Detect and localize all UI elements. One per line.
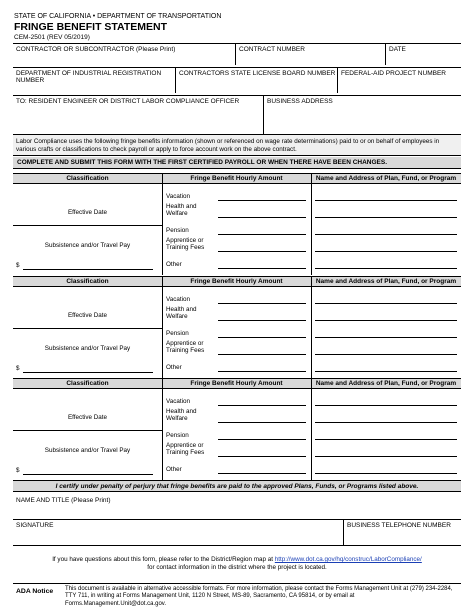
vacation-label: Vacation bbox=[166, 296, 191, 303]
other-label: Other bbox=[166, 466, 182, 473]
registration-row bbox=[13, 67, 461, 93]
vacation-label: Vacation bbox=[166, 398, 191, 405]
health-amount-line[interactable] bbox=[218, 217, 306, 218]
plan-name-header: Name and Address of Plan, Fund, or Program bbox=[311, 174, 461, 184]
address-row bbox=[13, 95, 461, 134]
column-divider bbox=[311, 174, 312, 275]
classification-block-3 bbox=[13, 378, 461, 479]
to-engineer-field[interactable] bbox=[13, 96, 263, 134]
health-label: Health and Welfare bbox=[166, 203, 197, 218]
name-title-field[interactable] bbox=[13, 497, 461, 519]
plan-line[interactable] bbox=[315, 303, 457, 304]
classification-block-2 bbox=[13, 276, 461, 377]
plan-line[interactable] bbox=[315, 200, 457, 201]
business-phone-label: BUSINESS TELEPHONE NUMBER bbox=[347, 522, 451, 529]
row-divider bbox=[13, 430, 162, 431]
license-label: CONTRACTORS STATE LICENSE BOARD NUMBER bbox=[179, 70, 336, 77]
contract-number-field[interactable] bbox=[235, 44, 385, 65]
health-label: Health and Welfare bbox=[166, 408, 197, 423]
column-divider bbox=[162, 277, 163, 378]
dir-registration-label: DEPARTMENT OF INDUSTRIAL REGISTRATION NUMBER bbox=[16, 70, 162, 85]
subsistence-label: Subsistence and/or Travel Pay bbox=[44, 447, 131, 454]
plan-line[interactable] bbox=[315, 337, 457, 338]
health-amount-line[interactable] bbox=[218, 320, 306, 321]
labor-compliance-notice: Labor Compliance uses the following fringe benefits information (shown or referenced on wage rate determinations) paid to or on behalf of employees in various crafts or classifications to check payroll or apply to force account work on the above contract. bbox=[13, 134, 461, 156]
license-field[interactable] bbox=[175, 68, 337, 93]
health-label: Health and Welfare bbox=[166, 306, 197, 321]
fringe-amount-header: Fringe Benefit Hourly Amount bbox=[162, 277, 311, 287]
form-title: FRINGE BENEFIT STATEMENT bbox=[14, 21, 168, 33]
name-title-label: NAME AND TITLE (Please Print) bbox=[16, 497, 111, 504]
business-phone-field[interactable] bbox=[343, 520, 451, 546]
dir-registration-field[interactable] bbox=[13, 68, 175, 93]
subsistence-dollar: $ bbox=[16, 262, 20, 269]
row-divider bbox=[13, 328, 162, 329]
column-divider bbox=[162, 174, 163, 275]
certify-statement: I certify under penalty of perjury that fringe benefits are paid to the approved Plans, Funds, or Programs listed above. bbox=[13, 480, 461, 492]
pension-amount-line[interactable] bbox=[218, 234, 306, 235]
apprentice-label: Apprentice or Training Fees bbox=[166, 340, 205, 355]
pension-label: Pension bbox=[166, 227, 189, 234]
questions-post-line: for contact information in the district where the project is located. bbox=[147, 564, 327, 571]
effective-date-label: Effective Date bbox=[67, 312, 108, 319]
fringe-amount-header: Fringe Benefit Hourly Amount bbox=[162, 174, 311, 184]
plan-line[interactable] bbox=[315, 439, 457, 440]
column-divider bbox=[311, 379, 312, 480]
subsistence-dollar: $ bbox=[16, 467, 20, 474]
submit-instruction: COMPLETE AND SUBMIT THIS FORM WITH THE FIRST CERTIFIED PAYROLL OR WHEN THERE HAVE BEEN CHANGES. bbox=[13, 157, 461, 169]
questions-text: If you have questions about this form, please refer to the District/Region map at bbox=[52, 556, 275, 563]
ada-label: ADA Notice bbox=[16, 588, 54, 595]
plan-name-header: Name and Address of Plan, Fund, or Program bbox=[311, 277, 461, 287]
pension-label: Pension bbox=[166, 330, 189, 337]
classification-block-1 bbox=[13, 173, 461, 274]
apprentice-amount-line[interactable] bbox=[218, 456, 306, 457]
agency-line: STATE OF CALIFORNIA • DEPARTMENT OF TRANSPORTATION bbox=[14, 13, 222, 20]
plan-line[interactable] bbox=[315, 405, 457, 406]
subsistence-label: Subsistence and/or Travel Pay bbox=[44, 242, 131, 249]
plan-line[interactable] bbox=[315, 371, 457, 372]
other-label: Other bbox=[166, 364, 182, 371]
health-amount-line[interactable] bbox=[218, 422, 306, 423]
column-divider bbox=[162, 379, 163, 480]
apprentice-amount-line[interactable] bbox=[218, 354, 306, 355]
questions-line bbox=[13, 556, 461, 564]
contract-number-label: CONTRACT NUMBER bbox=[239, 46, 305, 53]
ada-text: This document is available in alternative accessible formats. For more information, please contact the Forms Management Unit at (279) 234-2284, TTY 711, in writing at Forms Management Unit, 1120 N Street, MS-89, Sacramento, CA 95814, or by email at Forms.Management.Unit@dot.ca.gov. bbox=[65, 586, 453, 607]
pension-amount-line[interactable] bbox=[218, 337, 306, 338]
vacation-amount-line[interactable] bbox=[218, 200, 306, 201]
plan-line[interactable] bbox=[315, 354, 457, 355]
effective-date-label: Effective Date bbox=[67, 209, 108, 216]
federal-aid-field[interactable] bbox=[337, 68, 461, 93]
other-amount-line[interactable] bbox=[218, 473, 306, 474]
subsistence-amount-line[interactable] bbox=[23, 372, 153, 373]
fringe-amount-header: Fringe Benefit Hourly Amount bbox=[162, 379, 311, 389]
vacation-amount-line[interactable] bbox=[218, 303, 306, 304]
signature-label: SIGNATURE bbox=[16, 522, 54, 529]
classification-header: Classification bbox=[13, 379, 162, 389]
plan-line[interactable] bbox=[315, 456, 457, 457]
other-label: Other bbox=[166, 261, 182, 268]
subsistence-dollar: $ bbox=[16, 365, 20, 372]
effective-date-label: Effective Date bbox=[67, 414, 108, 421]
plan-line[interactable] bbox=[315, 268, 457, 269]
plan-line[interactable] bbox=[315, 251, 457, 252]
labor-compliance-link[interactable]: http://www.dot.ca.gov/hq/construc/LaborCompliance/ bbox=[274, 556, 422, 563]
contractor-field[interactable] bbox=[13, 44, 235, 65]
plan-line[interactable] bbox=[315, 422, 457, 423]
vacation-amount-line[interactable] bbox=[218, 405, 306, 406]
signature-row bbox=[13, 519, 461, 545]
business-address-field[interactable] bbox=[263, 96, 461, 134]
date-label: DATE bbox=[389, 46, 406, 53]
contractor-label: CONTRACTOR OR SUBCONTRACTOR (Please Print) bbox=[16, 46, 176, 53]
federal-aid-label: FEDERAL-AID PROJECT NUMBER bbox=[341, 70, 446, 77]
pension-label: Pension bbox=[166, 432, 189, 439]
contractor-row bbox=[13, 43, 461, 65]
date-field[interactable] bbox=[385, 44, 461, 65]
plan-line[interactable] bbox=[315, 473, 457, 474]
business-address-label: BUSINESS ADDRESS bbox=[267, 98, 333, 105]
apprentice-label: Apprentice or Training Fees bbox=[166, 237, 205, 252]
pension-amount-line[interactable] bbox=[218, 439, 306, 440]
classification-header: Classification bbox=[13, 277, 162, 287]
subsistence-amount-line[interactable] bbox=[23, 269, 153, 270]
to-engineer-label: TO: RESIDENT ENGINEER OR DISTRICT LABOR COMPLIANCE OFFICER bbox=[16, 98, 240, 105]
vacation-label: Vacation bbox=[166, 193, 191, 200]
plan-name-header: Name and Address of Plan, Fund, or Program bbox=[311, 379, 461, 389]
row-divider bbox=[13, 225, 162, 226]
other-amount-line[interactable] bbox=[218, 371, 306, 372]
column-divider bbox=[311, 277, 312, 378]
ada-notice bbox=[13, 583, 461, 607]
plan-line[interactable] bbox=[315, 217, 457, 218]
subsistence-label: Subsistence and/or Travel Pay bbox=[44, 345, 131, 352]
form-number: CEM-2501 (REV 05/2019) bbox=[14, 34, 90, 41]
plan-line[interactable] bbox=[315, 320, 457, 321]
apprentice-label: Apprentice or Training Fees bbox=[166, 442, 205, 457]
plan-line[interactable] bbox=[315, 234, 457, 235]
classification-header: Classification bbox=[13, 174, 162, 184]
other-amount-line[interactable] bbox=[218, 268, 306, 269]
signature-divider bbox=[13, 545, 461, 546]
apprentice-amount-line[interactable] bbox=[218, 251, 306, 252]
subsistence-amount-line[interactable] bbox=[23, 474, 153, 475]
